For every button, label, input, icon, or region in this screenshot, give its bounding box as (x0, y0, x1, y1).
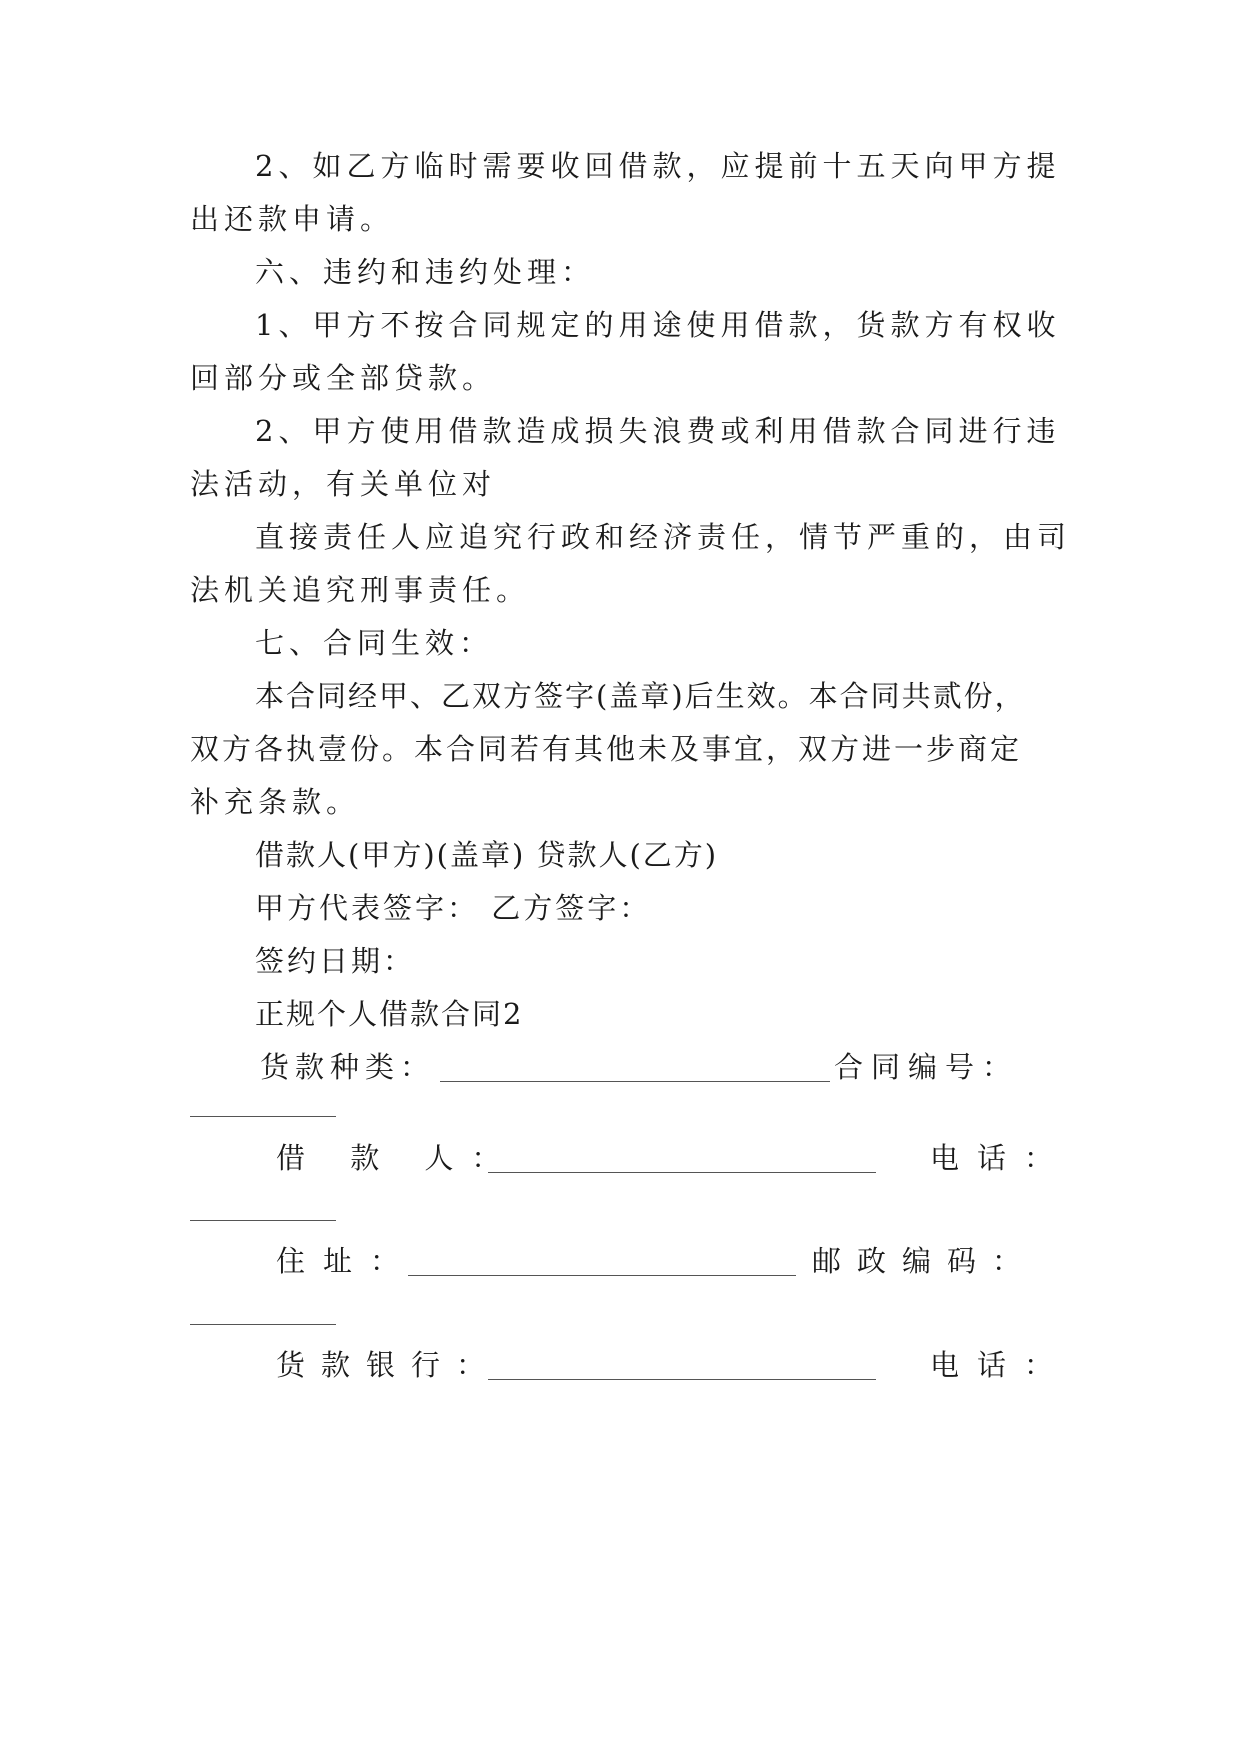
paragraph-line: 1、甲方不按合同规定的用途使用借款，货款方有权收 (255, 308, 1061, 342)
paragraph-line: 法活动，有关单位对 (190, 467, 497, 501)
address-label: 住址： (276, 1244, 418, 1278)
paragraph-line: 出还款申请。 (190, 202, 395, 236)
paragraph-line: 2、如乙方临时需要收回借款，应提前十五天向甲方提 (255, 149, 1061, 183)
contract-number-label: 合同编号： (834, 1050, 1020, 1084)
borrower-phone-label: 电话： (930, 1141, 1072, 1175)
paragraph-line: 双方各执壹份。本合同若有其他未及事宜，双方进一步商定 (190, 732, 1023, 766)
signature-parties: 借款人(甲方)(盖章) 贷款人(乙方) (255, 838, 719, 872)
signing-date: 签约日期： (255, 944, 416, 978)
loan-type-blank[interactable] (440, 1081, 830, 1082)
paragraph-line: 回部分或全部贷款。 (190, 361, 497, 395)
postcode-blank[interactable] (190, 1324, 336, 1325)
document-title: 正规个人借款合同2 (255, 997, 524, 1031)
paragraph-line: 2、甲方使用借款造成损失浪费或利用借款合同进行违 (255, 414, 1061, 448)
address-blank[interactable] (408, 1275, 796, 1276)
section-heading: 七、合同生效： (255, 626, 494, 660)
bank-blank[interactable] (488, 1379, 876, 1380)
postcode-label: 邮政编码： (812, 1244, 1038, 1278)
paragraph-line: 直接责任人应追究行政和经济责任，情节严重的，由司 (255, 520, 1072, 554)
bank-phone-label: 电话： (930, 1348, 1072, 1382)
borrower-label: 借 款 人： (276, 1141, 519, 1175)
signature-representatives: 甲方代表签字： 乙方签字： (255, 891, 652, 925)
paragraph-line: 补充条款。 (190, 785, 361, 819)
borrower-blank[interactable] (488, 1172, 876, 1173)
loan-type-label: 货款种类： (260, 1050, 436, 1084)
borrower-phone-blank[interactable] (190, 1220, 336, 1221)
paragraph-line: 本合同经甲、乙双方签字(盖章)后生效。本合同共贰份， (255, 679, 1026, 713)
paragraph-line: 法机关追究刑事责任。 (190, 573, 531, 607)
section-heading: 六、违约和违约处理： (255, 255, 596, 289)
contract-number-blank[interactable] (190, 1116, 336, 1117)
bank-label: 货款银行： (276, 1348, 502, 1382)
